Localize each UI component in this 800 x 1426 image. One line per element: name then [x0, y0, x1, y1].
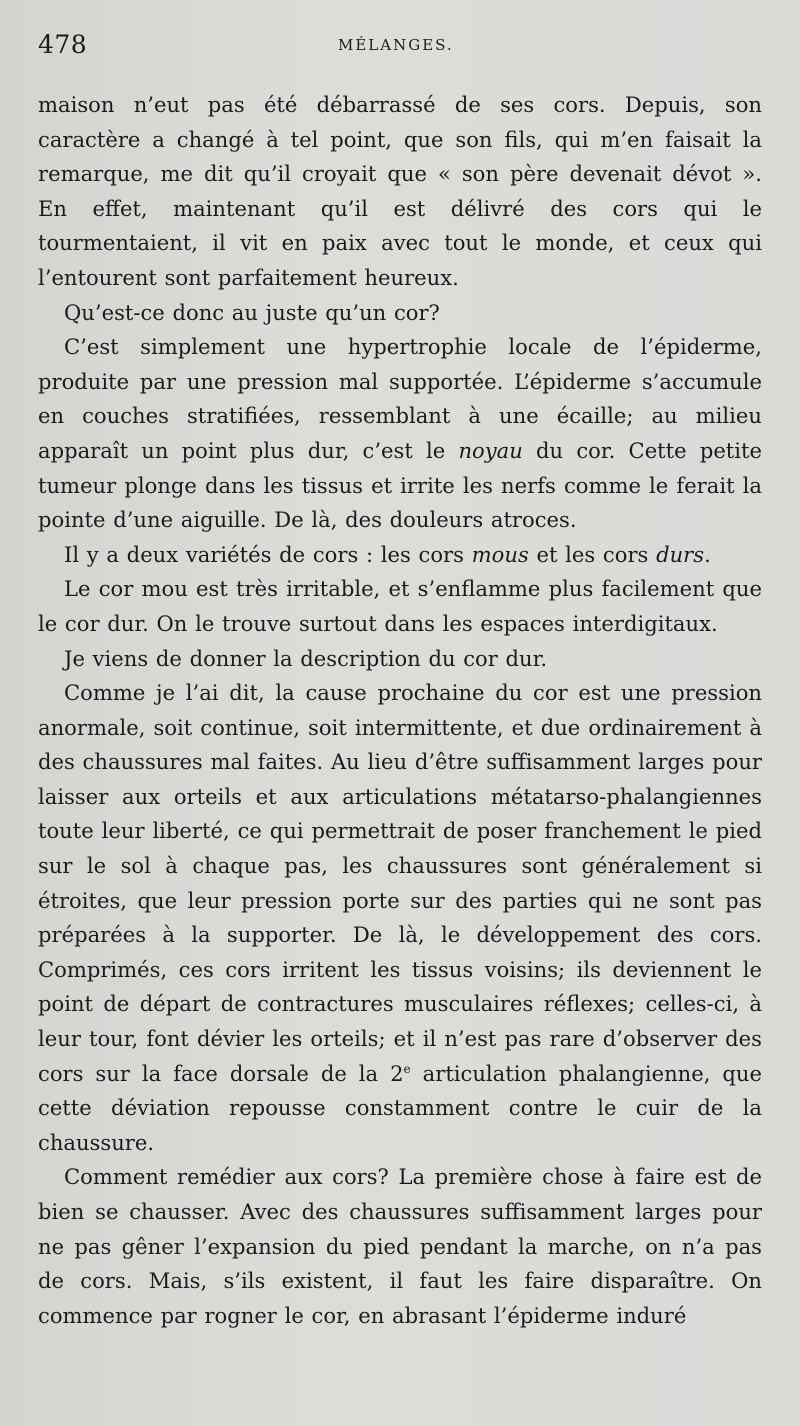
text-run: articulation phalangienne, que cette déviation repousse constamment contre le cuir de la chaussure. [38, 1060, 762, 1155]
paragraph [38, 330, 762, 538]
text-run: Il y a deux variétés de cors : les cors [64, 541, 472, 567]
superscript-text: e [403, 1061, 411, 1076]
paragraph [38, 1160, 762, 1333]
page-header [38, 30, 762, 70]
italic-text: noyau [458, 437, 523, 463]
paragraph [38, 572, 762, 641]
text-run: . [704, 541, 711, 567]
body-text [38, 88, 762, 1333]
running-title: MÉLANGES. [338, 36, 454, 54]
italic-text: durs [656, 541, 705, 567]
italic-text: mous [471, 541, 529, 567]
text-run: maison n’eut pas été débarrassé de ses cors. Depuis, son caractère a changé à tel point, que son fils, qui m’en faisait la remarque, me dit qu’il croyait que « son père devenait dévot ». En effet, maintenant qu’il est délivré des cors qui le tourmentaient, il vit en paix avec tout le monde, et ceux qui l’entourent sont parfaitement heureux. [38, 92, 762, 290]
paragraph [38, 676, 762, 1160]
paragraph [38, 296, 762, 331]
text-run: Le cor mou est très irritable, et s’enflamme plus facilement que le cor dur. On le trouve surtout dans les espaces interdigitaux. [38, 576, 762, 636]
text-run: Comment remédier aux cors? La première chose à faire est de bien se chausser. Avec des chaussures suffisamment larges pour ne pas gêner l’expansion du pied pendant la marche, on n’a pas de cors. Mais, s’ils existent, il faut les faire disparaître. On commence par rogner le cor, en abrasant l’épiderme induré [38, 1164, 762, 1328]
text-run: C’est simplement une hypertrophie locale de l’épiderme, produite par une pression mal supportée. L’épiderme s’accumule en couches stratifiées, ressemblant à une écaille; au milieu apparaît un point plus dur, c’est le [38, 334, 762, 463]
text-run: du cor. Cette petite tumeur plonge dans les tissus et irrite les nerfs comme le ferait la pointe d’une aiguille. De là, des douleurs atroces. [38, 437, 762, 533]
text-run: et les cors [528, 541, 657, 567]
text-run: Comme je l’ai dit, la cause prochaine du cor est une pression anormale, soit continue, soit intermittente, et due ordinairement à des chaussures mal faites. Au lieu d’être suffisamment larges pour laisser aux orteils et aux articulations métatarso-phalangiennes toute leur liberté, ce qui permettrait de poser franchement le pied sur le sol à chaque pas, les chaussures sont généralement si étroites, que leur pression porte sur des parties qui ne sont pas préparées à la supporter. De là, le développement des cors. Comprimés, ces cors irritent les tissus voisins; ils deviennent le point de départ de contractures musculaires réflexes; celles-ci, à leur tour, font dévier les orteils; et il n’est pas rare d’observer des cors sur la face dorsale de la 2 [38, 680, 762, 1086]
text-run: Qu’est-ce donc au juste qu’un cor? [64, 299, 440, 325]
paragraph [38, 642, 762, 677]
paragraph [38, 88, 762, 296]
text-run: Je viens de donner la description du cor dur. [64, 645, 548, 671]
paragraph [38, 538, 762, 573]
page-number: 478 [38, 30, 88, 59]
